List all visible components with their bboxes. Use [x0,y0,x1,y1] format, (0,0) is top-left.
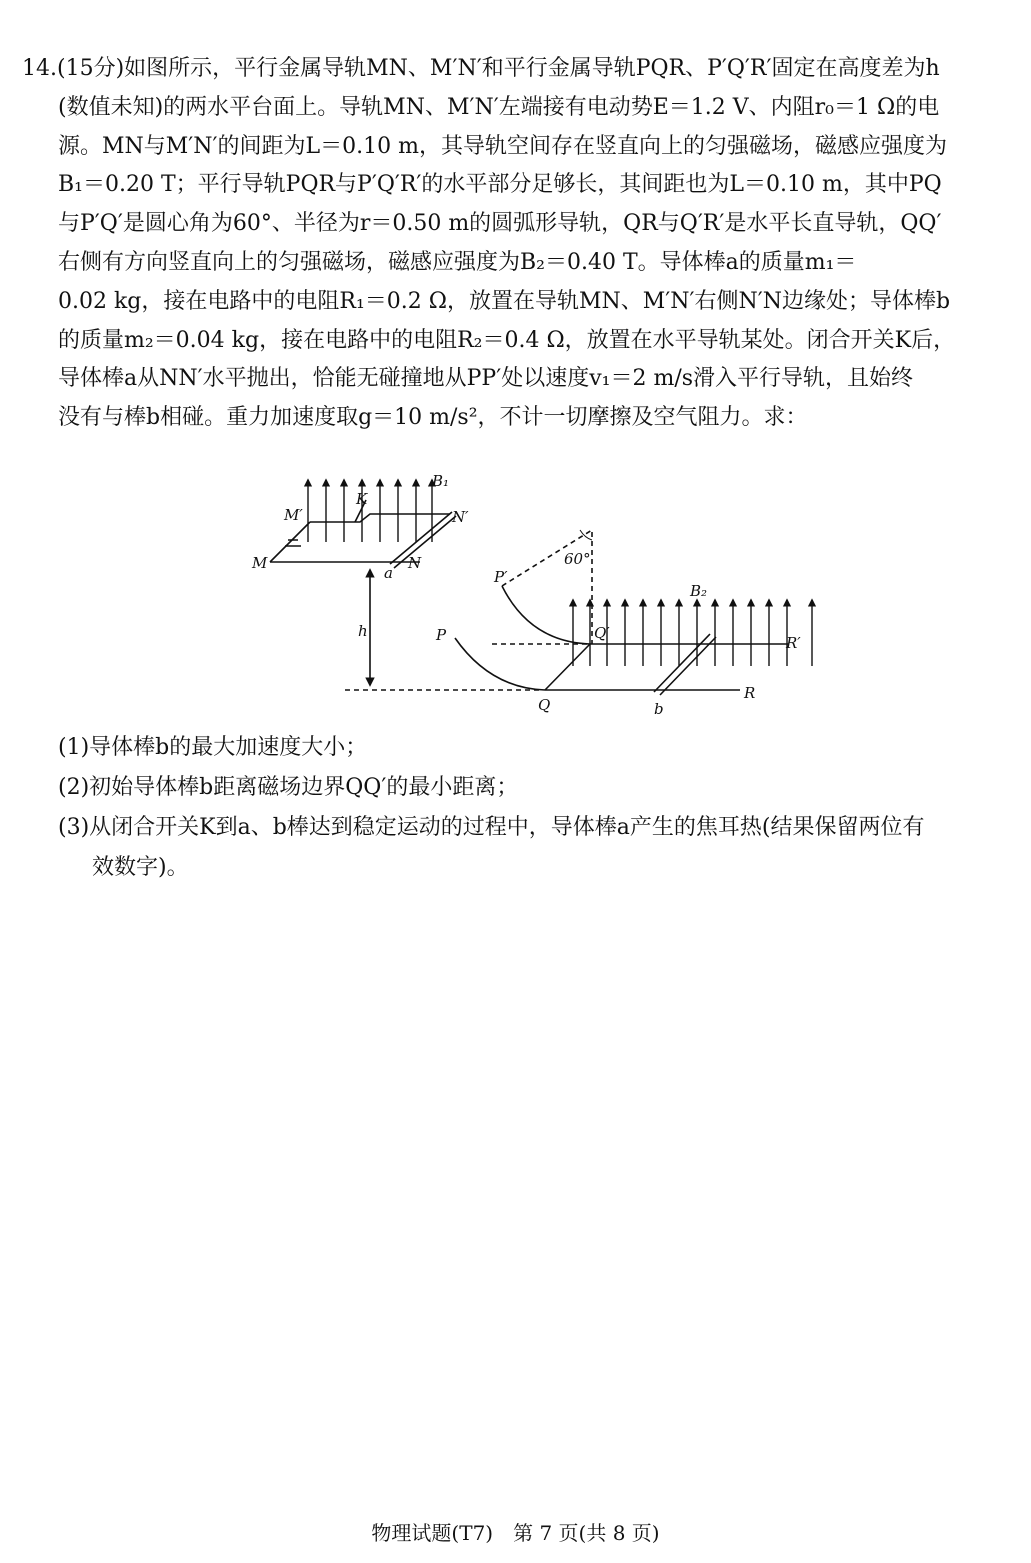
page-footer: 物理试题(T7) 第 7 页(共 8 页) [371,1521,660,1545]
label-N: N [408,554,422,572]
question-3: (3)从闭合开关K到a、b棒达到稳定运动的过程中，导体棒a产生的焦耳热(结果保留两位有 [58,815,925,840]
physics-diagram [240,470,840,720]
problem-line: 0.02 kg，接在电路中的电阻R₁＝0.2 Ω，放置在导轨MN、M′N′右侧N′N边缘处；导体棒b [58,288,951,314]
label-M: M [252,554,268,572]
question-1: (1)导体棒b的最大加速度大小； [58,735,368,760]
problem-line: 14.(15分)如图所示，平行金属导轨MN、M′N′和平行金属导轨PQR、P′Q′R′固定在高度差为h [22,56,940,81]
problem-line: (数值未知)的两水平台面上。导轨MN、M′N′左端接有电动势E＝1.2 V、内阻r₀＝1 Ω的电 [58,94,940,120]
label-a: a [384,564,393,582]
rod-b [654,634,716,695]
problem-line: 源。MN与M′N′的间距为L＝0.10 m，其导轨空间存在竖直向上的匀强磁场，磁感应强度为 [58,133,947,159]
boundary-QQprime [545,644,590,690]
label-Rprime: R′ [786,634,801,652]
label-angle: 60° [564,550,591,568]
problem-line: 导体棒a从NN′水平抛出，恰能无碰撞地从PP′处以速度v₁＝2 m/s滑入平行导轨，且始终 [58,366,914,392]
arc-PQ [455,638,545,690]
problem-14 [22,50,1012,438]
rod-a [390,512,456,568]
label-Q: Q [538,696,551,714]
label-P: P [436,626,447,644]
label-K: K [356,490,368,508]
problem-line: 的质量m₂＝0.04 kg，接在电路中的电阻R₂＝0.4 Ω，放置在水平导轨某处。闭合开关K后， [58,327,956,353]
arc-PprimeQprime [502,586,590,644]
label-b: b [654,700,664,718]
problem-line: B₁＝0.20 T；平行导轨PQR与P′Q′R′的水平部分足够长，其间距也为L＝0.10 m，其中PQ [58,172,942,198]
label-B2: B₂ [690,582,708,600]
question-2: (2)初始导体棒b距离磁场边界QQ′的最小距离； [58,775,519,800]
label-Mprime: M′ [284,506,303,524]
label-h: h [358,622,368,640]
label-R: R [744,684,756,702]
platform-edge-left [270,522,310,562]
question-3-continued: 效数字)。 [92,855,189,880]
dashed-radius [502,530,592,644]
question-list [58,728,1018,888]
problem-line: 与P′Q′是圆心角为60°、半径为r＝0.50 m的圆弧形导轨，QR与Q′R′是水平长直导轨，QQ′ [58,211,942,237]
label-B1: B₁ [432,472,450,490]
label-Pprime: P′ [494,568,508,586]
label-Qprime: Q′ [594,624,610,642]
label-Nprime: N′ [452,508,469,526]
problem-line: 右侧有方向竖直向上的匀强磁场，磁感应强度为B₂＝0.40 T。导体棒a的质量m₁＝ [58,249,857,275]
problem-line: 没有与棒b相碰。重力加速度取g＝10 m/s²，不计一切摩擦及空气阻力。求： [58,405,808,431]
